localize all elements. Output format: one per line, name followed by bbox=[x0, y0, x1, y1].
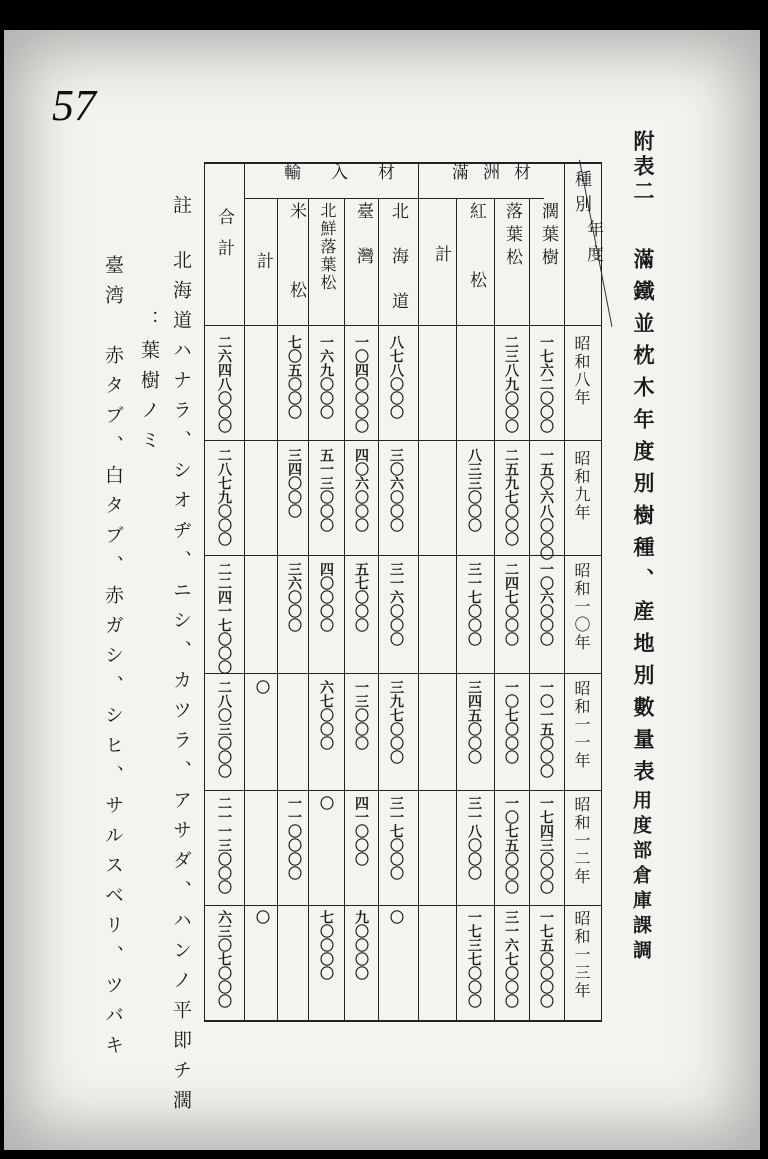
table-cell: 八三三〇〇〇 bbox=[466, 448, 482, 532]
table-cell: 三六〇〇〇 bbox=[286, 562, 302, 632]
row-label-grand-total: 合計 bbox=[214, 208, 234, 270]
table-cell: 六三〇七〇〇〇 bbox=[216, 910, 232, 1008]
table-cell: 八七八〇〇〇 bbox=[388, 335, 404, 419]
table-cell: 三四五〇〇〇 bbox=[466, 680, 482, 764]
column-rule bbox=[564, 162, 565, 1022]
table-cell: 三一七〇〇〇 bbox=[388, 796, 404, 880]
column-rule bbox=[494, 198, 495, 1022]
page-number: 57 bbox=[52, 81, 96, 130]
department-credit: 用度部倉庫課調 bbox=[630, 790, 652, 965]
table-cell: 五七〇〇〇 bbox=[353, 562, 369, 632]
table-cell: 二八〇三〇〇〇 bbox=[216, 680, 232, 778]
table-cell: 一三〇〇〇 bbox=[353, 680, 369, 750]
document-page bbox=[4, 30, 760, 1150]
table-cell: 一七三七〇〇〇 bbox=[466, 910, 482, 1008]
row-label-american-pine: 米松 bbox=[286, 202, 306, 360]
note-line-3: 臺湾 赤タブ、白タブ、赤ガシ、シヒ、サルスベリ、ツバキ bbox=[102, 255, 124, 1065]
table-right-rule bbox=[601, 162, 602, 1022]
row-label-korean-pine: 紅松 bbox=[466, 202, 486, 340]
table-cell: 〇 bbox=[254, 910, 270, 924]
row-label-manchuria-total: 計 bbox=[431, 245, 451, 270]
table-cell: 一七四三〇〇〇 bbox=[538, 796, 554, 894]
table-title: 滿鐵並枕木年度別樹種、産地別數量表 bbox=[631, 248, 656, 792]
table-cell: 一〇一五〇〇〇 bbox=[538, 680, 554, 778]
group-import-header: 輸入材 bbox=[284, 163, 425, 183]
table-cell: 一〇七五〇〇〇 bbox=[503, 796, 519, 894]
group-manchuria-header: 滿洲材 bbox=[452, 163, 545, 183]
table-cell: 一〇七〇〇〇 bbox=[503, 680, 519, 764]
table-cell: 三九七〇〇〇 bbox=[388, 680, 404, 764]
note-line-1: 北海道ハナラ、シオヂ、ニシ、カツラ、アサダ、ハンノ平即チ濶 bbox=[170, 250, 192, 1120]
table-cell: 二八七九〇〇〇 bbox=[216, 448, 232, 546]
table-cell: 四〇〇〇〇 bbox=[318, 562, 334, 632]
table-cell: 一七六二〇〇〇 bbox=[538, 335, 554, 433]
column-rule bbox=[378, 198, 379, 1022]
row-rule bbox=[204, 440, 602, 441]
table-cell: 一七五〇〇〇〇 bbox=[538, 910, 554, 1008]
table-cell: 三〇六〇〇〇 bbox=[388, 448, 404, 532]
row-label-larch: 落葉松 bbox=[502, 202, 522, 271]
table-cell: 二六四八〇〇〇 bbox=[216, 335, 232, 433]
table-cell: 〇 bbox=[388, 910, 404, 924]
row-rule bbox=[204, 905, 602, 906]
table-cell: 二二四一七〇〇〇 bbox=[216, 562, 232, 674]
corner-year-label: 年度 bbox=[583, 220, 603, 270]
table-cell: 三一八〇〇〇 bbox=[466, 796, 482, 880]
column-rule bbox=[456, 198, 457, 1022]
table-cell: 一〇六〇〇〇 bbox=[538, 562, 554, 646]
table-cell: 五一三〇〇〇 bbox=[318, 448, 334, 532]
table-cell: 一〇四〇〇〇〇 bbox=[353, 335, 369, 433]
table-cell: 二三八九〇〇〇 bbox=[503, 335, 519, 433]
column-rule bbox=[277, 198, 278, 1022]
table-cell: 二四七〇〇〇 bbox=[503, 562, 519, 646]
year-header: 昭和八年 bbox=[572, 335, 591, 407]
row-rule bbox=[204, 673, 602, 674]
corner-species-label: 種別 bbox=[571, 170, 591, 220]
table-cell: 四〇六〇〇〇 bbox=[353, 448, 369, 532]
column-rule bbox=[244, 162, 245, 1022]
table-cell: 二一一三〇〇〇 bbox=[216, 796, 232, 894]
table-bottom-rule bbox=[204, 1020, 602, 1022]
table-cell: 三四〇〇〇 bbox=[286, 448, 302, 518]
column-rule bbox=[418, 162, 419, 1022]
year-header: 昭和一〇年 bbox=[572, 562, 591, 652]
row-label-north-korea-larch: 北鮮落葉松 bbox=[318, 202, 337, 292]
table-cell: 〇 bbox=[254, 680, 270, 694]
row-label-broadleaf: 濶葉樹 bbox=[538, 202, 558, 271]
year-header: 昭和一一年 bbox=[572, 680, 591, 770]
table-cell: 一六九〇〇〇 bbox=[318, 335, 334, 419]
row-label-taiwan: 臺灣 bbox=[353, 202, 373, 292]
table-cell: 一一〇〇〇〇 bbox=[286, 796, 302, 880]
table-cell: 三一七〇〇〇 bbox=[466, 562, 482, 646]
table-cell: 六七〇〇〇 bbox=[318, 680, 334, 750]
appendix-label: 附表二 bbox=[631, 130, 656, 205]
table-cell: 〇 bbox=[318, 796, 334, 810]
group-header-rule bbox=[244, 198, 544, 199]
note-line-2: ：葉樹ノミ bbox=[138, 310, 160, 460]
column-rule bbox=[344, 198, 345, 1022]
table-cell: 四一〇〇〇 bbox=[353, 796, 369, 866]
table-cell: 九〇〇〇〇 bbox=[353, 910, 369, 980]
note-label: 註 bbox=[170, 195, 192, 225]
table-cell: 三一六七〇〇〇 bbox=[503, 910, 519, 1008]
table-left-rule bbox=[204, 162, 205, 1022]
column-rule bbox=[529, 198, 530, 1022]
row-label-hokkaido: 北海道 bbox=[388, 202, 408, 337]
row-label-import-total: 計 bbox=[253, 252, 273, 277]
table-cell: 七〇五〇〇〇 bbox=[286, 335, 302, 419]
year-header: 昭和一三年 bbox=[572, 910, 591, 1000]
table-cell: 七〇〇〇〇 bbox=[318, 910, 334, 980]
table-cell: 一五〇六八〇〇〇 bbox=[538, 448, 554, 560]
year-header: 昭和九年 bbox=[572, 450, 591, 522]
table-cell: 二五九七〇〇〇 bbox=[503, 448, 519, 546]
row-rule bbox=[204, 790, 602, 791]
year-header: 昭和一二年 bbox=[572, 796, 591, 886]
table-cell: 三一六〇〇〇 bbox=[388, 562, 404, 646]
